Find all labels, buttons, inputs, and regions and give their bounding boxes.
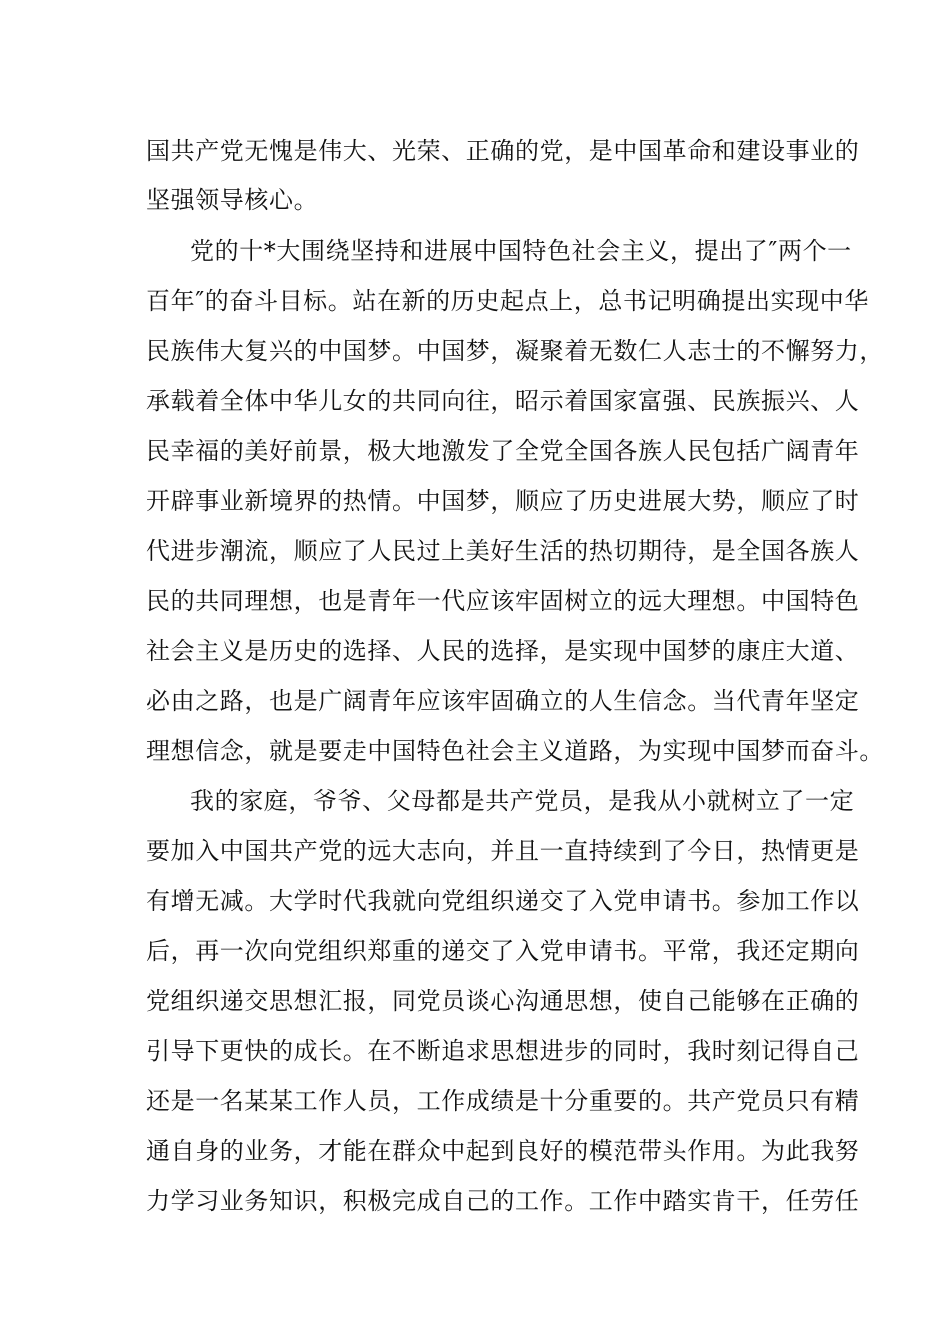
text-line: 社会主义是历史的选择、人民的选择，是实现中国梦的康庄大道、 [146, 637, 860, 665]
text-line: 还是一名某某工作人员，工作成绩是十分重要的。共产党员只有精 [146, 1087, 860, 1115]
text-line: 民族伟大复兴的中国梦。中国梦，凝聚着无数仁人志士的不懈努力， [146, 337, 884, 365]
paragraph-first-line: 我的家庭，爷爷、父母都是共产党员，是我从小就树立了一定 [190, 787, 855, 815]
text-line: 通自身的业务，才能在群众中起到良好的模范带头作用。为此我努 [146, 1137, 860, 1165]
text-line: 代进步潮流，顺应了人民过上美好生活的热切期待，是全国各族人 [146, 537, 860, 565]
text-line: 党组织递交思想汇报，同党员谈心沟通思想，使自己能够在正确的 [146, 987, 860, 1015]
text-line: 民幸福的美好前景，极大地激发了全党全国各族人民包括广阔青年 [146, 437, 860, 465]
text-line: 理想信念，就是要走中国特色社会主义道路，为实现中国梦而奋斗。 [146, 737, 884, 765]
text-line: 必由之路，也是广阔青年应该牢固确立的人生信念。当代青年坚定 [146, 687, 860, 715]
text-line: 承载着全体中华儿女的共同向往，昭示着国家富强、民族振兴、人 [146, 387, 860, 415]
text-line: 后，再一次向党组织郑重的递交了入党申请书。平常，我还定期向 [146, 937, 860, 965]
text-line: 坚强领导核心。 [146, 186, 319, 214]
text-line: 要加入中国共产党的远大志向，并且一直持续到了今日，热情更是 [146, 837, 860, 865]
text-line: 引导下更快的成长。在不断追求思想进步的同时，我时刻记得自己 [146, 1037, 860, 1065]
text-line: 有增无减。大学时代我就向党组织递交了入党申请书。参加工作以 [146, 887, 860, 915]
text-line: 国共产党无愧是伟大、光荣、正确的党，是中国革命和建设事业的 [146, 137, 860, 165]
text-line: 百年″的奋斗目标。站在新的历史起点上，总书记明确提出实现中华 [146, 287, 869, 315]
text-line: 开辟事业新境界的热情。中国梦，顺应了历史进展大势，顺应了时 [146, 487, 860, 515]
text-line: 民的共同理想，也是青年一代应该牢固树立的远大理想。中国特色 [146, 587, 860, 615]
text-line: 力学习业务知识，积极完成自己的工作。工作中踏实肯干，任劳任 [146, 1187, 860, 1215]
paragraph-first-line: 党的十*大围绕坚持和进展中国特色社会主义，提出了″两个一 [190, 237, 852, 265]
